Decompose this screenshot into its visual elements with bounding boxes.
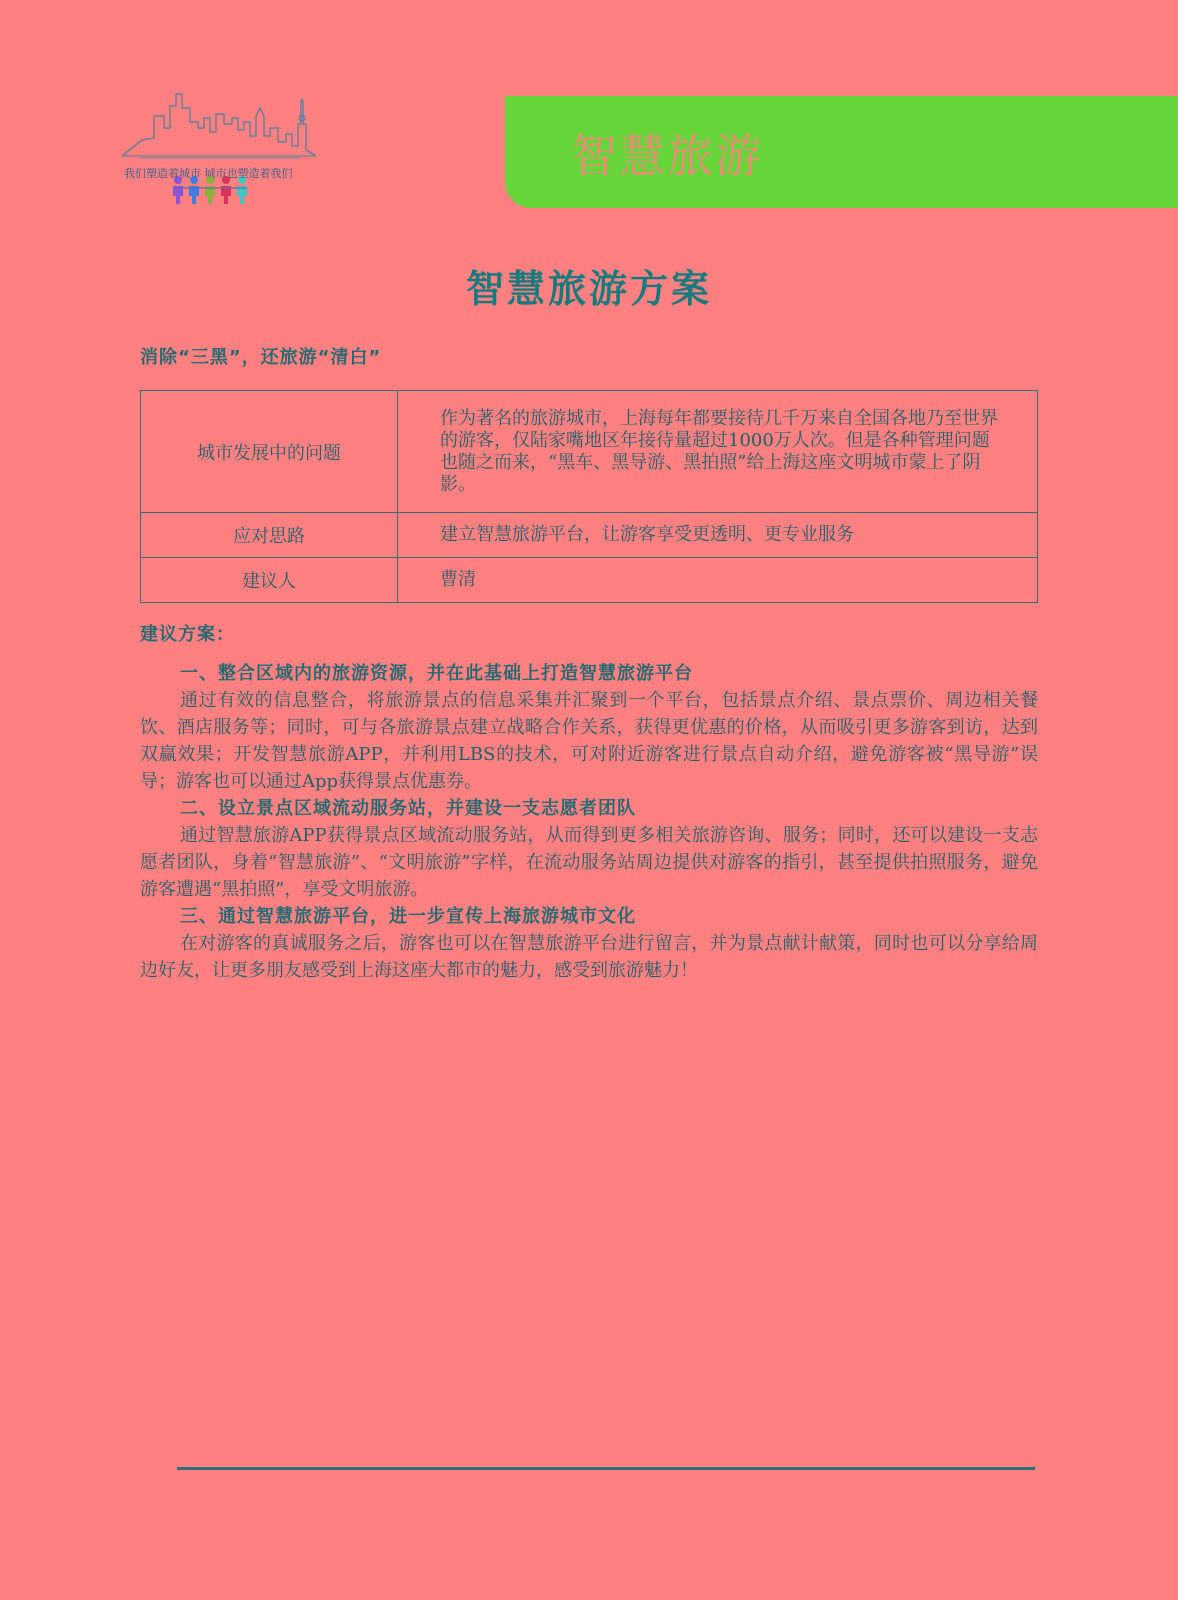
table-label: 应对思路 bbox=[141, 513, 398, 558]
section-heading: 三、通过智慧旅游平台，进一步宣传上海旅游城市文化 bbox=[180, 906, 636, 927]
table-row bbox=[141, 391, 1038, 513]
table-row bbox=[141, 558, 1038, 603]
table-label: 建议人 bbox=[141, 558, 398, 603]
table-value: 曹清 bbox=[398, 558, 1038, 603]
section-heading: 一、整合区域内的旅游资源，并在此基础上打造智慧旅游平台 bbox=[180, 663, 693, 684]
section-text: 通过有效的信息整合，将旅游景点的信息采集并汇聚到一个平台，包括景点介绍、景点票价、周边相关餐饮、酒店服务等；同时，可与各旅游景点建立战略合作关系，获得更优惠的价格，从而吸引更多游客到访，达到双赢效果；开发智慧旅游APP，并利用LBS的技术，可对附近游客进行景点自动介绍，避免游客被“黑导游”误导；游客也可以通过App获得景点优惠券。 bbox=[140, 690, 1038, 792]
section-text: 通过智慧旅游APP获得景点区域流动服务站，从而得到更多相关旅游咨询、服务；同时，还可以建设一支志愿者团队，身着“智慧旅游”、“文明旅游”字样，在流动服务站周边提供对游客的指引，甚至提供拍照服务，避免游客遭遇“黑拍照”，享受文明旅游。 bbox=[140, 825, 1038, 900]
document-title: 智慧旅游方案 bbox=[465, 267, 712, 311]
section-text: 在对游客的真诚服务之后，游客也可以在智慧旅游平台进行留言，并为景点献计献策，同时也可以分享给周边好友，让更多朋友感受到上海这座大都市的魅力，感受到旅游魅力！ bbox=[140, 933, 1038, 981]
banner-title: 智慧旅游 bbox=[571, 129, 763, 183]
header-banner bbox=[505, 96, 1178, 208]
section-title: 建议方案： bbox=[140, 624, 235, 645]
section-heading: 二、设立景点区域流动服务站，并建设一支志愿者团队 bbox=[180, 798, 636, 819]
proposal-body bbox=[140, 660, 1038, 984]
table-label: 城市发展中的问题 bbox=[141, 391, 398, 513]
table-value: 建立智慧旅游平台，让游客享受更透明、更专业服务 bbox=[398, 513, 1038, 558]
city-skyline-icon bbox=[120, 88, 330, 218]
table-value: 作为著名的旅游城市，上海每年都要接待几千万来自全国各地乃至世界的游客，仅陆家嘴地区年接待量超过1000万人次。但是各种管理问题也随之而来，“黑车、黑导游、黑拍照”给上海这座文明城市蒙上了阴影。 bbox=[398, 391, 1038, 513]
city-logo bbox=[120, 88, 330, 218]
logo-slogan: 我们塑造着城市 城市也塑造着我们 bbox=[124, 167, 293, 180]
info-table bbox=[140, 390, 1038, 603]
footer-divider bbox=[177, 1467, 1035, 1470]
document-subtitle: 消除“三黑”，还旅游“清白” bbox=[140, 347, 382, 368]
table-row bbox=[141, 513, 1038, 558]
